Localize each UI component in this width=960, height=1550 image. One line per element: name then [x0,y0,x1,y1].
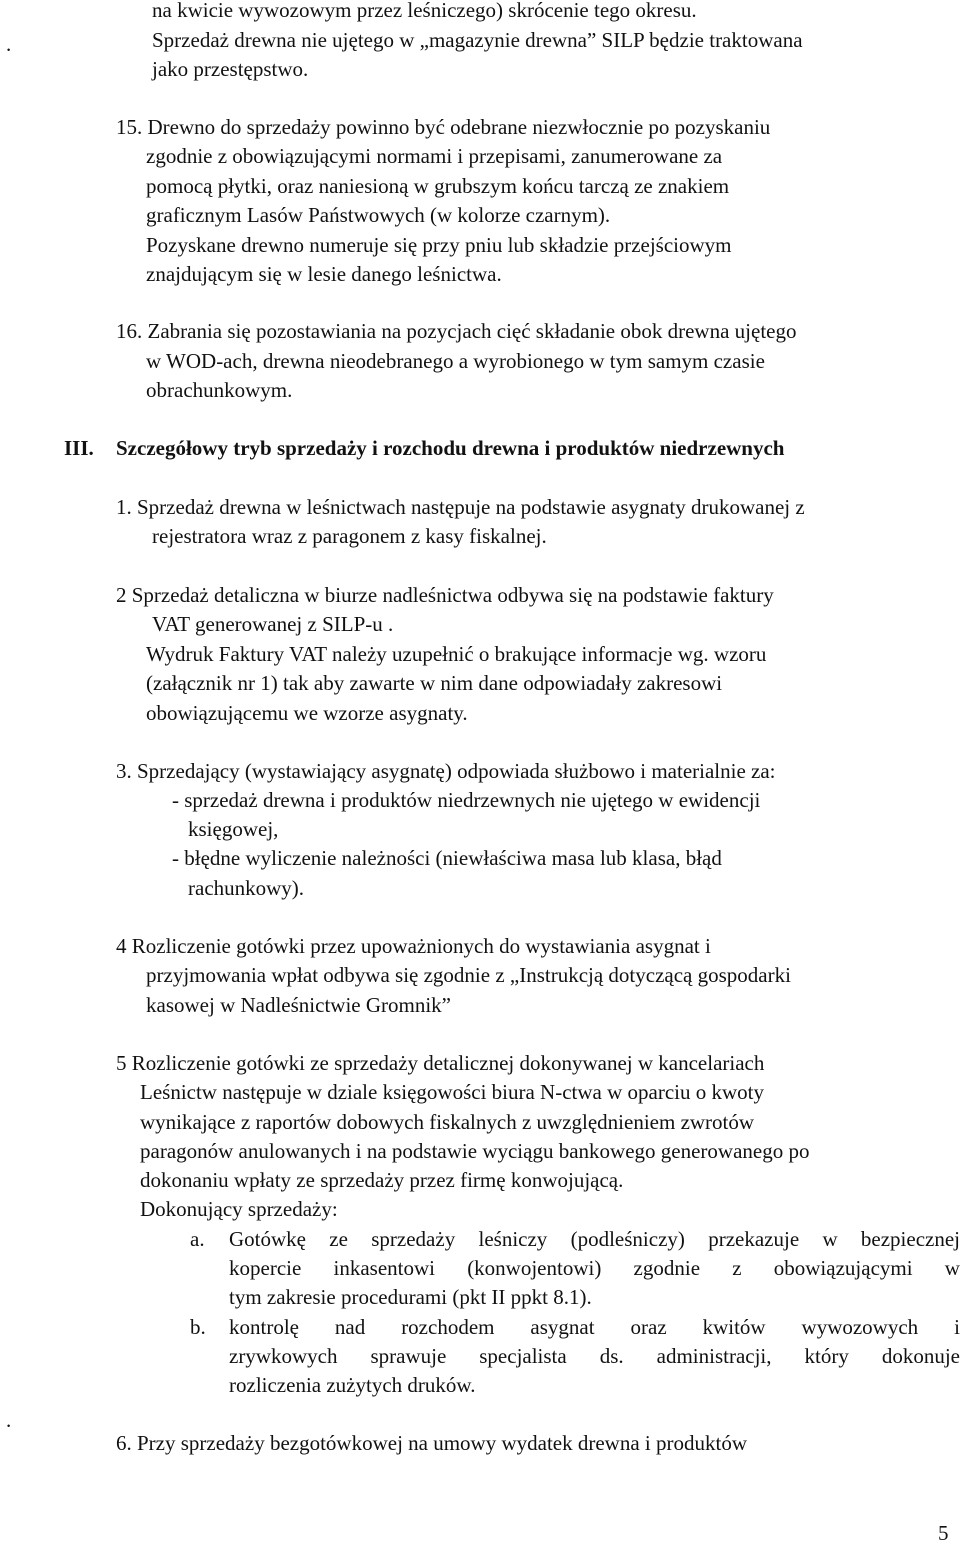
point-4-line: 4 Rozliczenie gotówki przez upoważnionych do wystawiania asygnat i [116,934,711,958]
margin-mark: . [6,32,12,56]
point-5-line: wynikające z raportów dobowych fiskalnych z uwzględnieniem zwrotów [140,1110,755,1134]
item-b-line: kontrolę nad rozchodem asygnat oraz kwitów wywozowych i [229,1315,960,1339]
paragraph-15-line: pomocą płytki, oraz naniesioną w grubszym końcu tarczą ze znakiem [146,174,730,198]
paragraph-16-line: 16. Zabrania się pozostawiania na pozycjach cięć składanie obok drewna ujętego [116,319,797,343]
point-2-line: (załącznik nr 1) tak aby zawarte w nim dane odpowiadały zakresowi [146,671,723,695]
paragraph-15-line: 15. Drewno do sprzedaży powinno być odebrane niezwłocznie po pozyskaniu [116,115,771,139]
point-5-line: 5 Rozliczenie gotówki ze sprzedaży detalicznej dokonywanej w kancelariach [116,1051,765,1075]
point-2-line: VAT generowanej z SILP-u . [152,612,394,636]
point-5-line: paragonów anulowanych i na podstawie wyciągu bankowego generowanego po [140,1139,810,1163]
paragraph-16-line: w WOD-ach, drewna nieodebranego a wyrobionego w tym samym czasie [146,349,765,373]
paragraph-15-line: znajdującym się w lesie danego leśnictwa. [146,262,502,286]
point-2-line: Wydruk Faktury VAT należy uzupełnić o brakujące informacje wg. wzoru [146,642,767,666]
item-a-line: Gotówkę ze sprzedaży leśniczy (podleśniczy) przekazuje w bezpiecznej [229,1227,960,1251]
margin-mark: . [6,1408,12,1432]
point-2-line: obowiązującemu we wzorze asygnaty. [146,701,468,725]
paragraph-16-line: obrachunkowym. [146,378,293,402]
section-heading: Szczegółowy tryb sprzedaży i rozchodu drewna i produktów niedrzewnych [116,436,785,460]
page-number: 5 [938,1521,949,1545]
point-2-line: 2 Sprzedaż detaliczna w biurze nadleśnictwa odbywa się na podstawie faktury [116,583,774,607]
item-b-line: rozliczenia zużytych druków. [229,1373,476,1397]
point-3-line: - sprzedaż drewna i produktów niedrzewnych nie ujętego w ewidencji [172,788,761,812]
point-4-line: kasowej w Nadleśnictwie Gromnik” [146,993,452,1017]
point-3-line: - błędne wyliczenie należności (niewłaściwa masa lub klasa, błąd [172,846,722,870]
point-6-line: 6. Przy sprzedaży bezgotówkowej na umowy wydatek drewna i produktów [116,1431,747,1455]
item-a-line: tym zakresie procedurami (pkt II ppkt 8.1). [229,1285,592,1309]
point-1-line: rejestratora wraz z paragonem z kasy fiskalnej. [152,524,547,548]
item-a-line: kopercie inkasentowi (konwojentowi) zgodnie z obowiązującymi w [229,1256,960,1280]
paragraph-15-line: graficznym Lasów Państwowych (w kolorze czarnym). [146,203,611,227]
item-b-label: b. [190,1315,206,1339]
intro-line: na kwicie wywozowym przez leśniczego) skrócenie tego okresu. [152,0,697,22]
intro-line: jako przestępstwo. [152,57,309,81]
intro-line: Sprzedaż drewna nie ujętego w „magazynie drewna” SILP będzie traktowana [152,28,803,52]
point-5-line: Leśnictw następuje w dziale księgowości biura N-ctwa w oparciu o kwoty [140,1080,764,1104]
point-5-line: Dokonujący sprzedaży: [140,1197,338,1221]
item-a-label: a. [190,1227,205,1251]
point-4-line: przyjmowania wpłat odbywa się zgodnie z „Instrukcją dotyczącą gospodarki [146,963,791,987]
point-3-line: 3. Sprzedający (wystawiający asygnatę) odpowiada służbowo i materialnie za: [116,759,776,783]
point-1-line: 1. Sprzedaż drewna w leśnictwach następuje na podstawie asygnaty drukowanej z [116,495,805,519]
point-3-line: księgowej, [188,817,279,841]
paragraph-15-line: Pozyskane drewno numeruje się przy pniu lub składzie przejściowym [146,233,732,257]
paragraph-15-line: zgodnie z obowiązującymi normami i przepisami, zanumerowane za [146,144,723,168]
item-b-line: zrywkowych sprawuje specjalista ds. administracji, który dokonuje [229,1344,960,1368]
point-5-line: dokonaniu wpłaty ze sprzedaży przez firmę konwojującą. [140,1168,624,1192]
point-3-line: rachunkowy). [188,876,305,900]
section-numeral: III. [64,436,94,460]
